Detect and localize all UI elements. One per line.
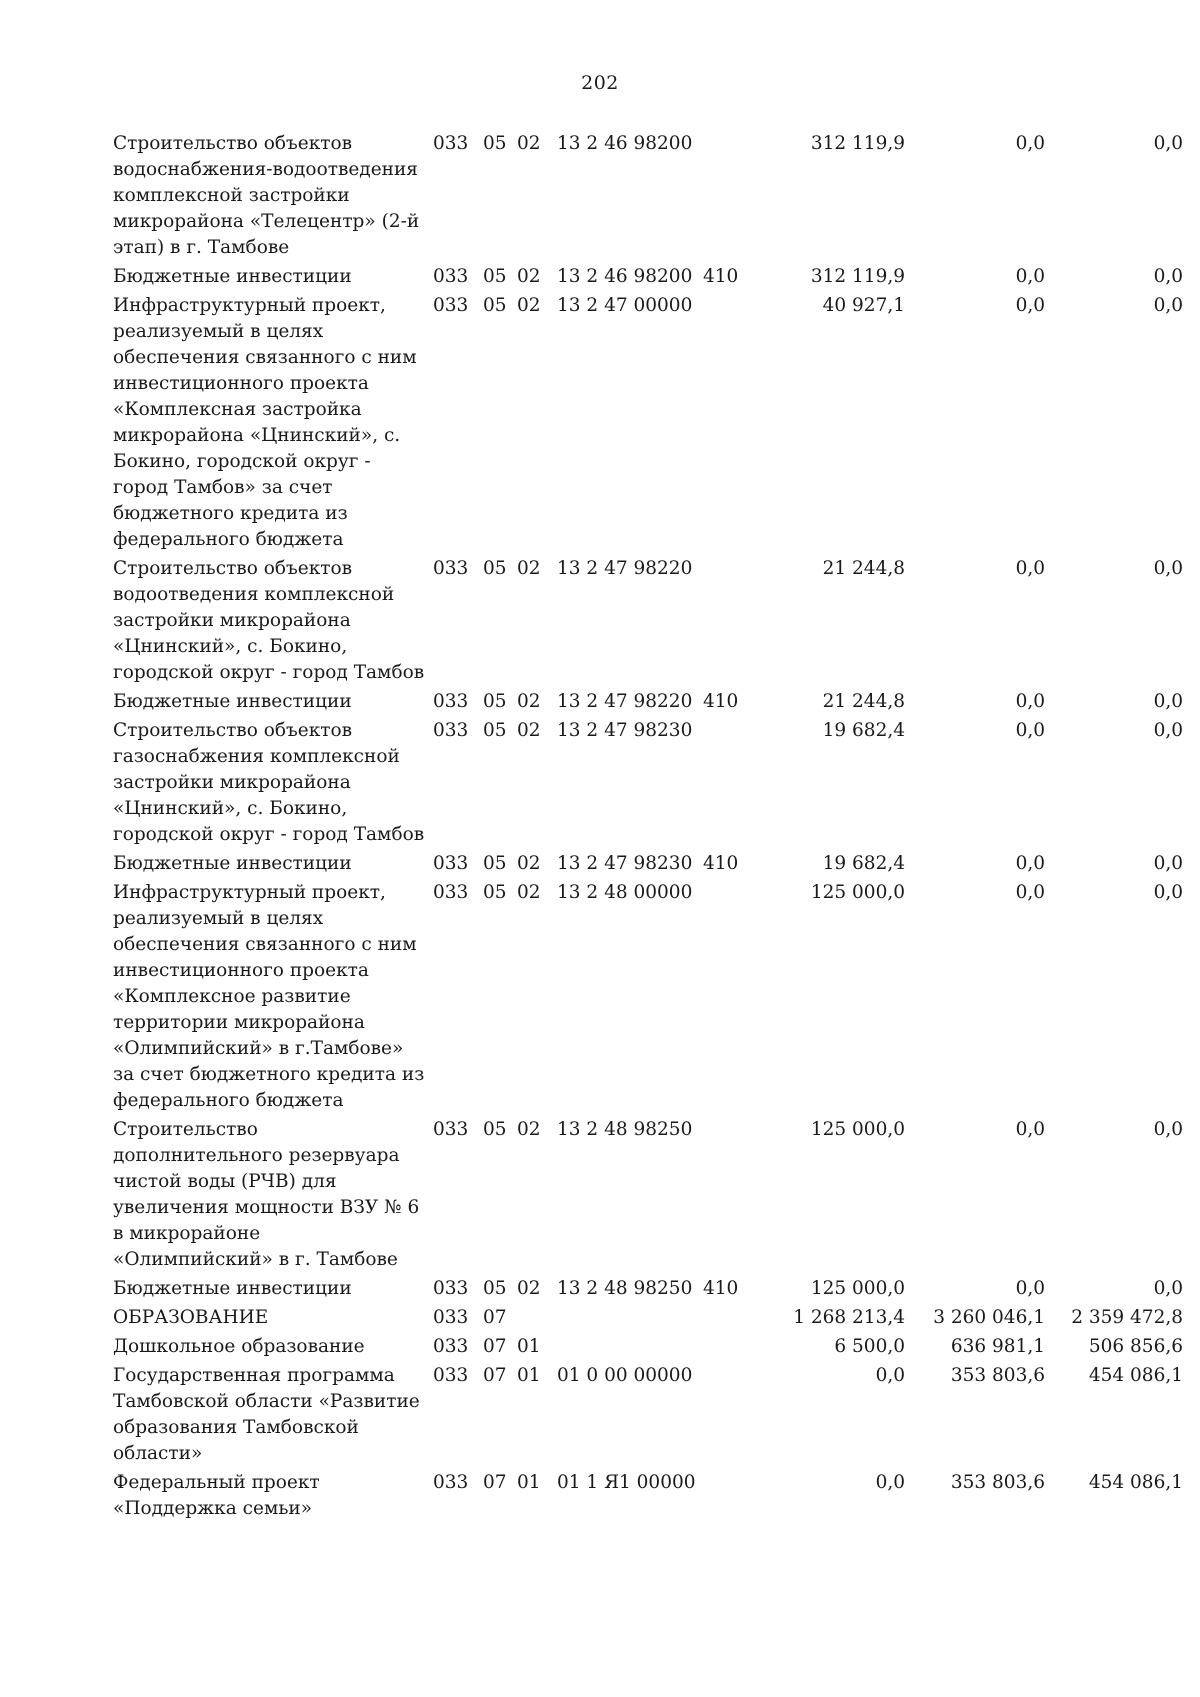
row-gr-code: 033 bbox=[433, 1278, 469, 1299]
row-expense-type bbox=[703, 1334, 755, 1363]
row-expense-type bbox=[703, 1470, 755, 1525]
row-subsection-code: 02 bbox=[517, 266, 541, 287]
row-subsection-code: 02 bbox=[517, 853, 541, 874]
row-sum-2: 0,0 bbox=[1015, 1119, 1045, 1140]
row-sum-3: 0,0 bbox=[1153, 853, 1183, 874]
row-sum-2: 353 803,6 bbox=[950, 1472, 1045, 1493]
row-name: Инфраструктурный проект, реализуемый в целях обеспечения связанного с ним инвестиционного проекта «Комплексное развитие территории микрорайона «Олимпийский» в г.Тамбове» за счет бюджетного кредита из федерального бюджета bbox=[113, 882, 425, 1111]
row-target-code: 01 1 Я1 00000 bbox=[557, 1472, 696, 1493]
row-expense-type: 410 bbox=[703, 266, 739, 287]
row-sum-2: 0,0 bbox=[1015, 133, 1045, 154]
table-row bbox=[113, 880, 1183, 1117]
row-sum-1: 125 000,0 bbox=[810, 882, 905, 903]
row-gr-code: 033 bbox=[433, 720, 469, 741]
row-sum-3: 0,0 bbox=[1153, 133, 1183, 154]
row-target-code: 13 2 47 98230 bbox=[557, 720, 693, 741]
row-name: Бюджетные инвестиции bbox=[113, 1278, 352, 1299]
table-row bbox=[113, 1470, 1183, 1525]
row-subsection-code: 02 bbox=[517, 691, 541, 712]
table-row bbox=[113, 131, 1183, 264]
row-target-code: 13 2 48 00000 bbox=[557, 882, 693, 903]
row-target-code: 01 0 00 00000 bbox=[557, 1365, 693, 1386]
row-expense-type bbox=[703, 880, 755, 1117]
row-subsection-code: 02 bbox=[517, 133, 541, 154]
row-sum-2: 0,0 bbox=[1015, 882, 1045, 903]
row-section-code: 05 bbox=[483, 1119, 507, 1140]
row-sum-3: 2 359 472,8 bbox=[1071, 1307, 1183, 1328]
row-section-code: 05 bbox=[483, 691, 507, 712]
row-target-code: 13 2 47 98220 bbox=[557, 558, 693, 579]
row-name: Государственная программа Тамбовской области «Развитие образования Тамбовской области» bbox=[113, 1365, 420, 1464]
row-gr-code: 033 bbox=[433, 1307, 469, 1328]
row-sum-1: 40 927,1 bbox=[822, 295, 905, 316]
table-row bbox=[113, 293, 1183, 556]
row-sum-2: 0,0 bbox=[1015, 1278, 1045, 1299]
row-sum-1: 21 244,8 bbox=[822, 558, 905, 579]
row-expense-type: 410 bbox=[703, 853, 739, 874]
row-expense-type: 410 bbox=[703, 691, 739, 712]
row-gr-code: 033 bbox=[433, 691, 469, 712]
row-section-code: 05 bbox=[483, 266, 507, 287]
row-name: Инфраструктурный проект, реализуемый в целях обеспечения связанного с ним инвестиционного проекта «Комплексная застройка микрорайона «Цнинский», с. Бокино, городской округ - город Тамбов» за счет бюджетного кредита из федерального бюджета bbox=[113, 295, 417, 550]
row-name: Дошкольное образование bbox=[113, 1336, 365, 1357]
row-gr-code: 033 bbox=[433, 853, 469, 874]
row-name: Строительство объектов газоснабжения комплексной застройки микрорайона «Цнинский», с. Бокино, городской округ - город Тамбов bbox=[113, 720, 425, 845]
row-sum-2: 3 260 046,1 bbox=[933, 1307, 1045, 1328]
row-name: Бюджетные инвестиции bbox=[113, 853, 352, 874]
row-expense-type bbox=[703, 293, 755, 556]
row-sum-2: 353 803,6 bbox=[950, 1365, 1045, 1386]
row-gr-code: 033 bbox=[433, 295, 469, 316]
row-name: ОБРАЗОВАНИЕ bbox=[113, 1307, 269, 1328]
row-sum-1: 312 119,9 bbox=[810, 133, 905, 154]
row-sum-3: 0,0 bbox=[1153, 720, 1183, 741]
page-number: 202 bbox=[581, 72, 619, 94]
row-sum-3: 454 086,1 bbox=[1088, 1365, 1183, 1386]
row-sum-2: 636 981,1 bbox=[950, 1336, 1045, 1357]
row-subsection-code bbox=[517, 1305, 557, 1334]
row-sum-2: 0,0 bbox=[1015, 691, 1045, 712]
row-expense-type: 410 bbox=[703, 1278, 739, 1299]
row-sum-1: 19 682,4 bbox=[822, 853, 905, 874]
row-expense-type bbox=[703, 556, 755, 689]
table-row bbox=[113, 1363, 1183, 1470]
row-sum-1: 1 268 213,4 bbox=[793, 1307, 905, 1328]
row-sum-1: 0,0 bbox=[875, 1472, 905, 1493]
row-sum-1: 125 000,0 bbox=[810, 1278, 905, 1299]
table-row bbox=[113, 689, 1183, 718]
row-target-code: 13 2 47 00000 bbox=[557, 295, 693, 316]
row-expense-type bbox=[703, 1305, 755, 1334]
row-sum-1: 6 500,0 bbox=[834, 1336, 905, 1357]
row-sum-3: 0,0 bbox=[1153, 295, 1183, 316]
row-target-code: 13 2 48 98250 bbox=[557, 1278, 693, 1299]
row-sum-1: 19 682,4 bbox=[822, 720, 905, 741]
row-expense-type bbox=[703, 1363, 755, 1470]
row-sum-1: 21 244,8 bbox=[822, 691, 905, 712]
row-gr-code: 033 bbox=[433, 1336, 469, 1357]
row-name: Бюджетные инвестиции bbox=[113, 691, 352, 712]
row-section-code: 05 bbox=[483, 133, 507, 154]
row-section-code: 07 bbox=[483, 1365, 507, 1386]
table-row bbox=[113, 264, 1183, 293]
row-section-code: 07 bbox=[483, 1472, 507, 1493]
row-section-code: 05 bbox=[483, 882, 507, 903]
row-section-code: 05 bbox=[483, 295, 507, 316]
row-sum-3: 506 856,6 bbox=[1088, 1336, 1183, 1357]
row-sum-1: 312 119,9 bbox=[810, 266, 905, 287]
row-subsection-code: 02 bbox=[517, 882, 541, 903]
row-gr-code: 033 bbox=[433, 133, 469, 154]
row-section-code: 05 bbox=[483, 558, 507, 579]
row-gr-code: 033 bbox=[433, 558, 469, 579]
row-sum-1: 125 000,0 bbox=[810, 1119, 905, 1140]
row-target-code: 13 2 48 98250 bbox=[557, 1119, 693, 1140]
row-sum-3: 0,0 bbox=[1153, 882, 1183, 903]
row-subsection-code: 02 bbox=[517, 720, 541, 741]
table-row bbox=[113, 851, 1183, 880]
row-sum-2: 0,0 bbox=[1015, 558, 1045, 579]
row-sum-3: 0,0 bbox=[1153, 691, 1183, 712]
row-section-code: 07 bbox=[483, 1336, 507, 1357]
table-row bbox=[113, 1276, 1183, 1305]
row-name: Строительство объектов водоснабжения-водоотведения комплексной застройки микрорайона «Телецентр» (2-й этап) в г. Тамбове bbox=[113, 133, 420, 258]
row-sum-1: 0,0 bbox=[875, 1365, 905, 1386]
row-subsection-code: 02 bbox=[517, 1278, 541, 1299]
row-name: Бюджетные инвестиции bbox=[113, 266, 352, 287]
row-name: Строительство дополнительного резервуара чистой воды (РЧВ) для увеличения мощности ВЗУ № 6 в микрорайоне «Олимпийский» в г. Тамбове bbox=[113, 1119, 420, 1270]
row-subsection-code: 01 bbox=[517, 1365, 541, 1386]
row-subsection-code: 02 bbox=[517, 295, 541, 316]
row-name: Федеральный проект «Поддержка семьи» bbox=[113, 1472, 320, 1519]
row-sum-2: 0,0 bbox=[1015, 266, 1045, 287]
row-gr-code: 033 bbox=[433, 1365, 469, 1386]
row-target-code: 13 2 47 98230 bbox=[557, 853, 693, 874]
row-sum-3: 0,0 bbox=[1153, 1278, 1183, 1299]
row-section-code: 07 bbox=[483, 1307, 507, 1328]
table-row bbox=[113, 1334, 1183, 1363]
row-target-code bbox=[557, 1305, 703, 1334]
row-sum-3: 454 086,1 bbox=[1088, 1472, 1183, 1493]
row-sum-2: 0,0 bbox=[1015, 853, 1045, 874]
row-target-code: 13 2 46 98200 bbox=[557, 133, 693, 154]
row-section-code: 05 bbox=[483, 853, 507, 874]
row-section-code: 05 bbox=[483, 1278, 507, 1299]
row-target-code: 13 2 46 98200 bbox=[557, 266, 693, 287]
table-row bbox=[113, 556, 1183, 689]
row-sum-3: 0,0 bbox=[1153, 558, 1183, 579]
row-subsection-code: 01 bbox=[517, 1336, 541, 1357]
row-subsection-code: 01 bbox=[517, 1472, 541, 1493]
row-expense-type bbox=[703, 718, 755, 851]
table-row bbox=[113, 1305, 1183, 1334]
row-gr-code: 033 bbox=[433, 1119, 469, 1140]
row-section-code: 05 bbox=[483, 720, 507, 741]
row-subsection-code: 02 bbox=[517, 1119, 541, 1140]
row-sum-3: 0,0 bbox=[1153, 266, 1183, 287]
table-row bbox=[113, 1117, 1183, 1276]
row-target-code bbox=[557, 1334, 703, 1363]
row-gr-code: 033 bbox=[433, 1472, 469, 1493]
row-name: Строительство объектов водоотведения комплексной застройки микрорайона «Цнинский», с. Бокино, городской округ - город Тамбов bbox=[113, 558, 425, 683]
budget-table bbox=[113, 131, 1183, 1525]
row-expense-type bbox=[703, 131, 755, 264]
row-expense-type bbox=[703, 1117, 755, 1276]
row-gr-code: 033 bbox=[433, 882, 469, 903]
row-gr-code: 033 bbox=[433, 266, 469, 287]
row-sum-2: 0,0 bbox=[1015, 295, 1045, 316]
row-sum-2: 0,0 bbox=[1015, 720, 1045, 741]
table-row bbox=[113, 718, 1183, 851]
row-subsection-code: 02 bbox=[517, 558, 541, 579]
row-target-code: 13 2 47 98220 bbox=[557, 691, 693, 712]
row-sum-3: 0,0 bbox=[1153, 1119, 1183, 1140]
